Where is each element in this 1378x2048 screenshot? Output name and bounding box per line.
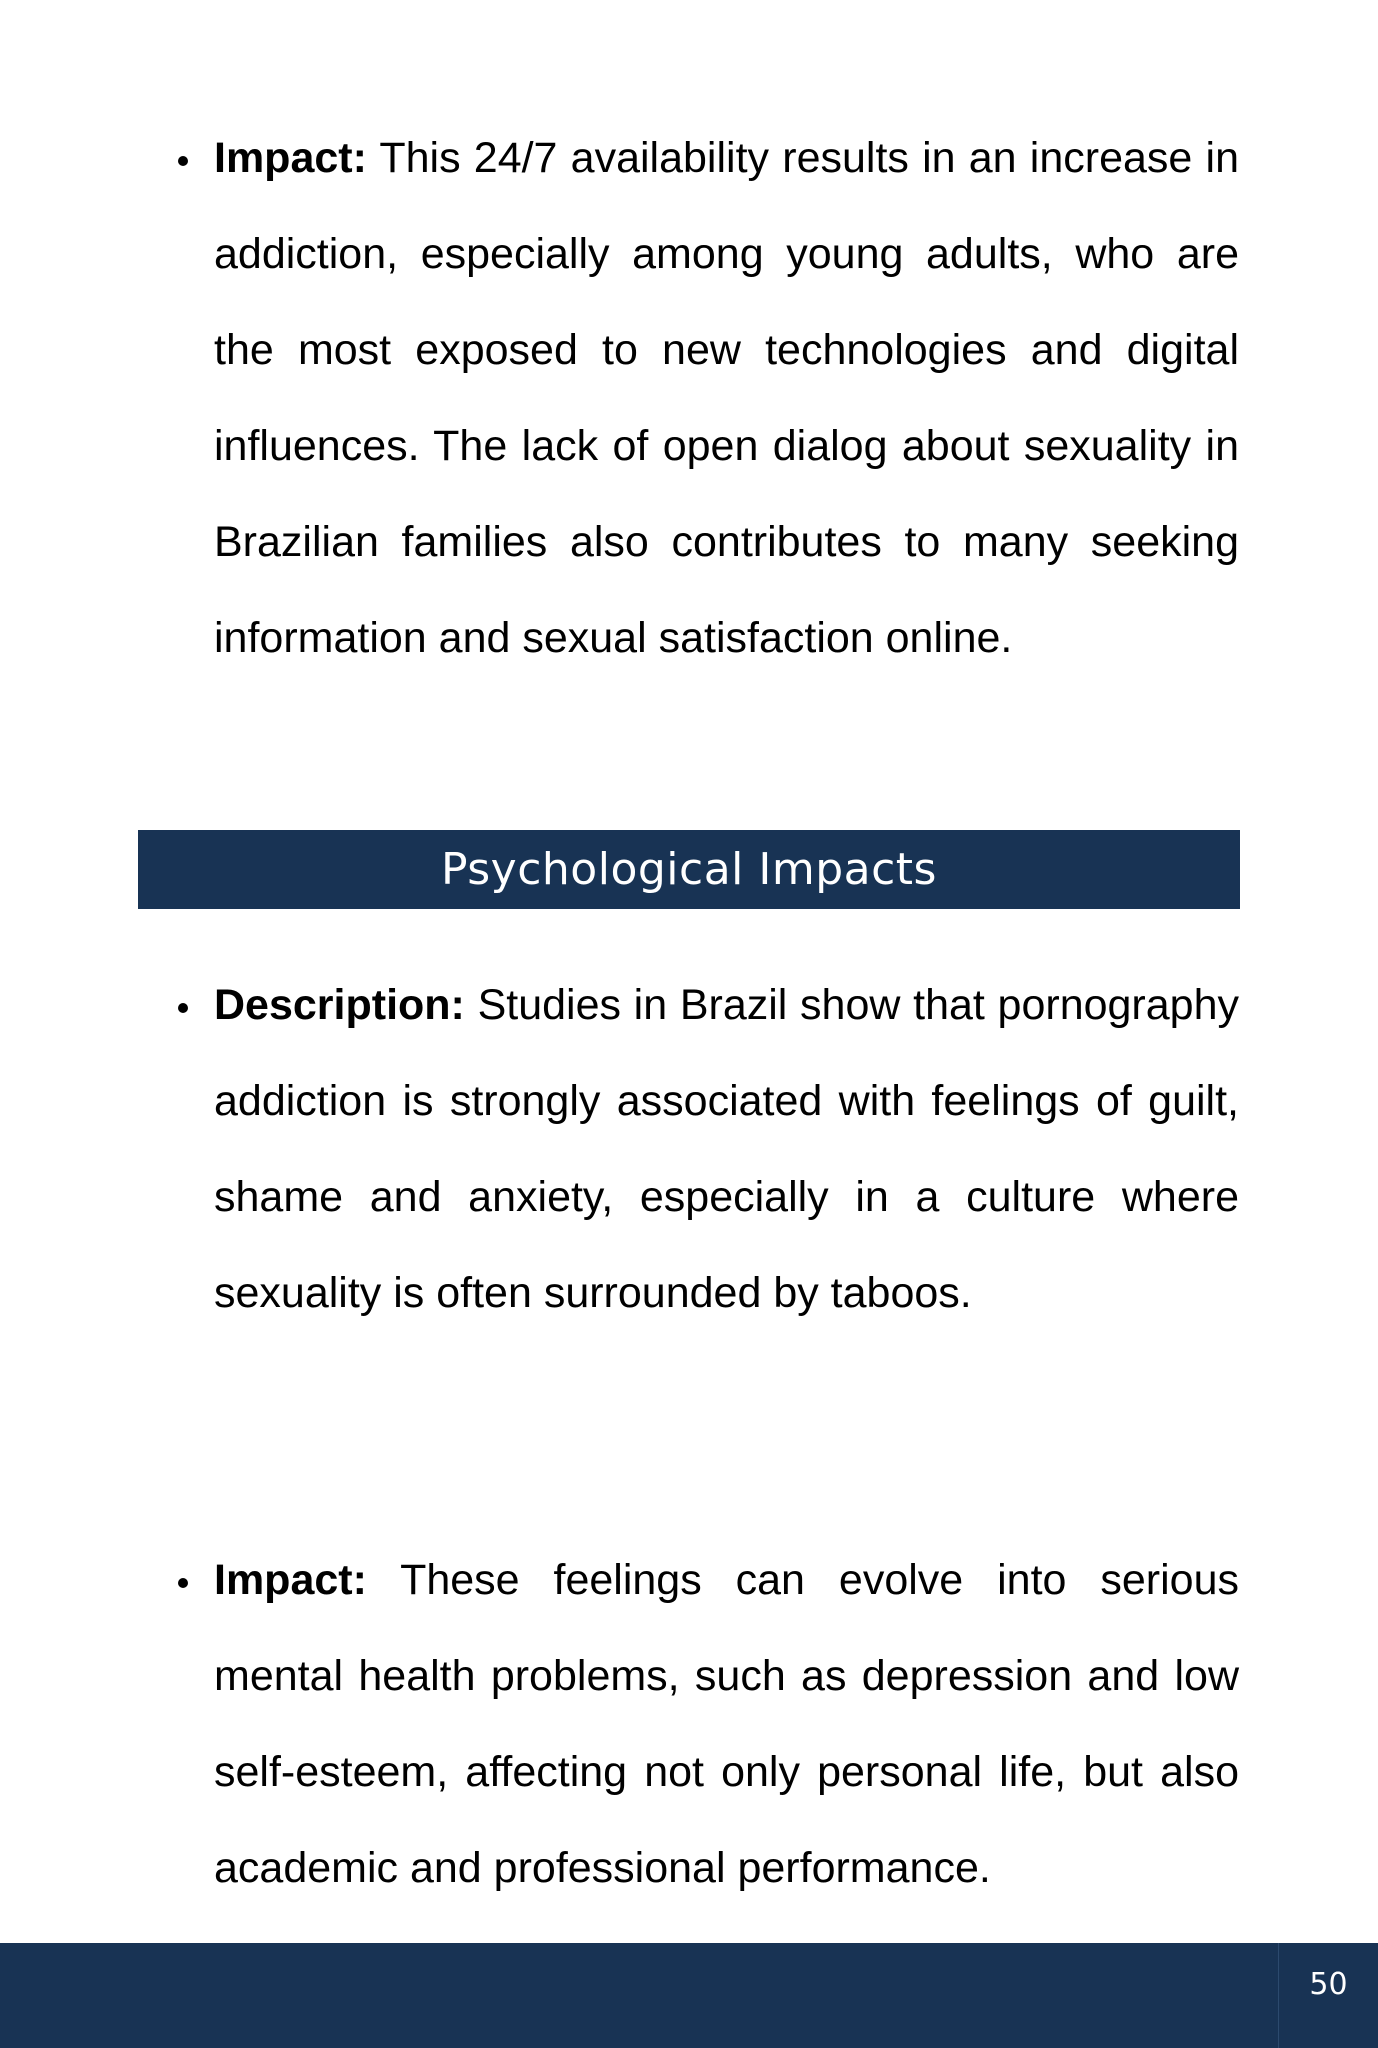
bullet-dot [178,156,188,166]
bullet-text: Studies in Brazil show that pornography addiction is strongly associated with feelings of guilt, shame and anxiety, especially in a culture where sexuality is often surrounded by taboos. [214,981,1239,1317]
page-footer [0,1943,1378,2048]
bullet-paragraph [214,110,1239,686]
bullet-paragraph [214,957,1239,1341]
bullet-item-impact-mental-health [214,1532,1239,1916]
bullet-item-description [214,957,1239,1341]
bullet-text: This 24/7 availability results in an increase in addiction, especially among young adults, who are the most exposed to new technologies and digital influences. The lack of open dialog about sexuality in Brazilian families also contributes to many seeking information and sexual satisfaction online. [214,134,1239,662]
bullet-dot [178,1003,188,1013]
bullet-item-impact-availability [214,110,1239,686]
bullet-term: Description: [214,981,465,1029]
section-title: Psychological Impacts [441,844,937,895]
section-heading-banner [138,830,1240,909]
bullet-dot [178,1578,188,1588]
page-number: 50 [1309,1966,1348,2002]
bullet-term: Impact: [214,1556,367,1604]
bullet-paragraph [214,1532,1239,1916]
bullet-text: These feelings can evolve into serious mental health problems, such as depression and low self-esteem, affecting not only personal life, but also academic and professional performance. [214,1556,1239,1892]
bullet-term: Impact: [214,134,367,182]
